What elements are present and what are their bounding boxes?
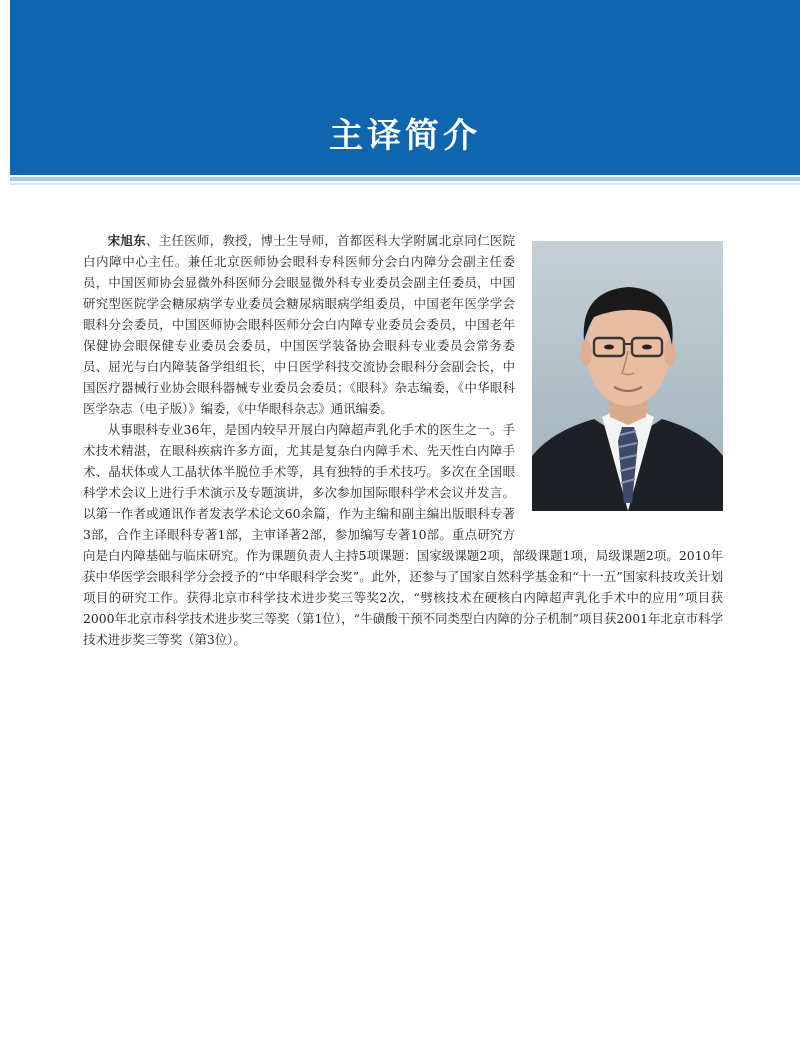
header-divider-thin	[10, 183, 800, 185]
portrait-spacer	[515, 230, 723, 528]
bio-paragraph-1-text: 、主任医师，教授，博士生导师，首都医科大学附属北京同仁医院白内障中心主任。兼任北京医师协会眼科专科医师分会白内障分会副主任委员，中国医师协会显微外科医师分会眼显微外科专业委员会副主任委员，中国研究型医院学会糖尿病学专业委员会糖尿病眼病学组委员，中国老年医学学会眼科分会委员，中国医师协会眼科医师分会白内障专业委员会委员，中国老年保健协会眼保健专业委员会委员，中国医学装备协会眼科专业委员会常务委员、屈光与白内障装备学组组长，中日医学科技交流协会眼科分会副会长，中国医疗器械行业协会眼科器械专业委员会委员；《眼科》杂志编委，《中华眼科医学杂志（电子版）》编委，《中华眼科杂志》通讯编委。	[83, 233, 516, 416]
bio-text	[83, 230, 723, 650]
bio-paragraph-2: 从事眼科专业36年，是国内较早开展白内障超声乳化手术的医生之一。手术技术精湛，在眼科疾病许多方面，尤其是复杂白内障手术、先天性白内障手术、晶状体或人工晶状体半脱位手术等，具有独特的手术技巧。多次在全国眼科学术会议上进行手术演示及专题演讲，多次参加国际眼科学术会议并发言。以第一作者或通讯作者发表学术论文60余篇，作为主编和副主编出版眼科专著3部，合作主译眼科专著1部，主审译著2部，参加编写专著10部。重点研究方向是白内障基础与临床研究。作为课题负责人主持5项课题：国家级课题2项，部级课题1项，局级课题2项。2010年获中华医学会眼科学分会授予的“中华眼科学会奖”。此外，还参与了国家自然科学基金和“十一五”国家科技攻关计划项目的研究工作。获得北京市科学技术进步奖三等奖2次，“劈核技术在硬核白内障超声乳化手术中的应用”项目获2000年北京市科学技术进步奖三等奖（第1位），“牛磺酸干预不同类型白内障的分子机制”项目获2001年北京市科学技术进步奖三等奖（第3位）。	[83, 422, 723, 647]
header-divider	[10, 177, 800, 181]
page-title: 主译简介	[329, 116, 481, 156]
header-banner	[10, 0, 800, 175]
author-name: 宋旭东	[107, 233, 147, 248]
